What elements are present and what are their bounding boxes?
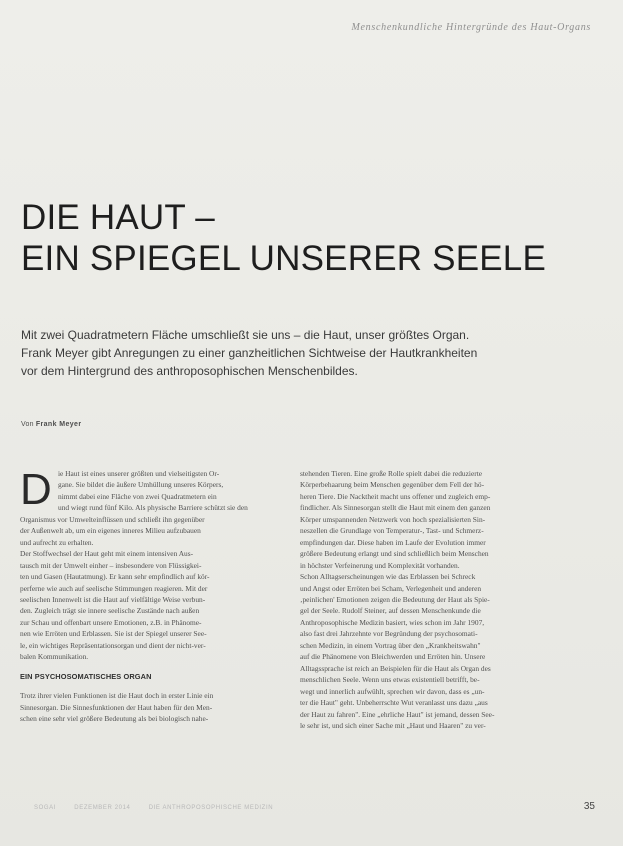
body-line: zur Schau und offenbart unsere Emotionen, z.B. in Phänome- xyxy=(20,617,202,627)
body-line: und aufrecht zu erhalten. xyxy=(20,537,94,547)
body-line: ten und Gasen (Hautatmung). Er kann sehr empfindlich auf kör- xyxy=(20,572,210,582)
body-line: der Haut zu fahren". Eine „ehrliche Haut" ist jemand, dessen See- xyxy=(300,709,495,719)
body-line: in höchster Verfeinerung und Komplexität vorhanden. xyxy=(300,560,460,570)
body-line: Alltagssprache ist reich an Beispielen für die Haut als Organ des xyxy=(300,663,491,673)
body-line: der Außenwelt ab, um ein eigenes inneres Milieu aufzubauen xyxy=(20,526,201,536)
body-line: nen wie Erröten und Erblassen. Sie ist der Spiegel unserer See- xyxy=(20,629,207,639)
body-line: Sinnesorgan. Die Sinnesfunktionen der Haut haben für den Men- xyxy=(20,702,213,712)
body-line: balen Kommunikation. xyxy=(20,652,89,662)
body-line: gane. Sie bildet die äußere Umhüllung unseres Körpers, xyxy=(58,480,224,490)
body-line: also fast drei Jahrzehnte vor Begründung der psychosomati- xyxy=(300,629,478,639)
body-line: den. Zugleich trägt sie innere seelische Zustände nach außen xyxy=(20,606,200,616)
drop-cap: D xyxy=(20,465,52,514)
title-line-1: DIE HAUT – xyxy=(21,198,215,237)
body-line: neszellen die Grundlage von Temperatur-, Tast- und Schmerz- xyxy=(300,526,484,536)
lead-line: Mit zwei Quadratmetern Fläche umschließt sie uns – die Haut, unser größtes Organ. xyxy=(21,328,470,342)
title-line-2: EIN SPIEGEL UNSERER SEELE xyxy=(21,239,546,278)
footer-meta xyxy=(34,805,289,811)
body-line: empfindungen dar. Diese haben im Laufe der Evolution immer xyxy=(300,537,486,547)
body-line: perferne wie auch auf seelische Stimmungen reagieren. Mit der xyxy=(20,583,208,593)
lead-line: vor dem Hintergrund des anthroposophischen Menschenbildes. xyxy=(21,364,358,378)
body-line: auf die Phänomene von Bleichwerden und Erröten hin. Unsere xyxy=(300,652,486,662)
body-line: Organismus vor Umwelteinflüssen und schließt ihn gegenüber xyxy=(20,514,205,524)
right-body-lines xyxy=(300,468,568,731)
lead-line: Frank Meyer gibt Anregungen zu einer ganzheitlichen Sichtweise der Hautkrankheiten xyxy=(21,346,478,360)
body-line: Schon Alltagserscheinungen wie das Erblassen bei Schreck xyxy=(300,572,476,582)
body-line: Körperbehaarung beim Menschen gegenüber dem Fell der hö- xyxy=(300,480,485,490)
body-line: schen Medizin, in einem Vortrag über den „Krankheitswahn" xyxy=(300,640,481,650)
body-line: le sehr ist, und sich einer Sache mit „Haut und Haaren" zu ver- xyxy=(300,720,486,730)
body-line: größere Bedeutung erlangt und sind schließlich beim Menschen xyxy=(300,549,489,559)
body-line: und Angst oder Erröten bei Scham, Verlegenheit und anderen xyxy=(300,583,482,593)
body-column-right xyxy=(300,468,568,731)
footer-item: SOGAI xyxy=(34,805,57,811)
body-line: Körper umspannenden Netzwerk von hoch spezialisierten Sin- xyxy=(300,514,486,524)
body-line: seelischen Innenwelt ist die Haut auf vielfältige Weise verbun- xyxy=(20,594,206,604)
byline-prefix: Von xyxy=(21,421,34,428)
left-body-lines xyxy=(20,502,288,662)
body-line: Anthroposophische Medizin basiert, wies schon im Jahr 1907, xyxy=(300,617,485,627)
article-title xyxy=(21,197,581,279)
author-name: Frank Meyer xyxy=(35,421,82,428)
page-number: 35 xyxy=(583,801,595,812)
footer-item: DEZEMBER 2014 xyxy=(74,805,131,811)
body-line: ter die Haut" geht. Unbeherrschte Wut veranlasst uns dazu „aus xyxy=(300,698,488,708)
body-line: heren Tiere. Die Nacktheit macht uns offener und zugleich emp- xyxy=(300,491,491,501)
body-line: le, ein wichtiges Repräsentationsorgan und dient der nicht-ver- xyxy=(20,640,206,650)
body-line: Der Stoffwechsel der Haut geht mit einem intensiven Aus- xyxy=(20,549,194,559)
body-line: tausch mit der Umwelt einher – insbesondere von Flüssigkei- xyxy=(20,560,202,570)
body-line: nimmt dabei eine Fläche von zwei Quadratmetern ein xyxy=(58,491,217,501)
body-line: findlicher. Als Sinnesorgan stellt die Haut mit einem den ganzen xyxy=(300,503,491,513)
lead-paragraph xyxy=(21,326,581,380)
body-column-left xyxy=(20,465,288,725)
body-line: ‚peinlichen' Emotionen zeigen die Bedeutung der Haut als Spie- xyxy=(300,594,490,604)
byline xyxy=(21,421,81,428)
body-line: ie Haut ist eines unserer größten und vielseitigsten Or- xyxy=(58,469,220,478)
section-subheading: EIN PSYCHOSOMATISCHES ORGAN xyxy=(20,671,152,681)
body-line: menschlichen Seele. Wenn uns etwas existentiell betrifft, be- xyxy=(300,675,480,685)
running-header: Menschenkundliche Hintergründe des Haut-Organs xyxy=(351,22,591,33)
body-line: und wiegt rund fünf Kilo. Als physische Barriere schützt sie den xyxy=(58,503,248,513)
body-line: Trotz ihrer vielen Funktionen ist die Haut doch in erster Linie ein xyxy=(20,691,214,701)
body-line: wegt und innerlich aufwühlt, sprechen wir davon, dass es „un- xyxy=(300,686,485,696)
left-after-lines xyxy=(20,690,288,724)
body-line: schen eine sehr viel größere Bedeutung als bei biologisch nahe- xyxy=(20,714,209,724)
footer-item: DIE ANTHROPOSOPHISCHE MEDIZIN xyxy=(148,805,274,811)
body-line: stehenden Tieren. Eine große Rolle spielt dabei die reduzierte xyxy=(300,469,483,478)
body-line: gel der Seele. Rudolf Steiner, auf dessen Menschenkunde die xyxy=(300,606,481,616)
